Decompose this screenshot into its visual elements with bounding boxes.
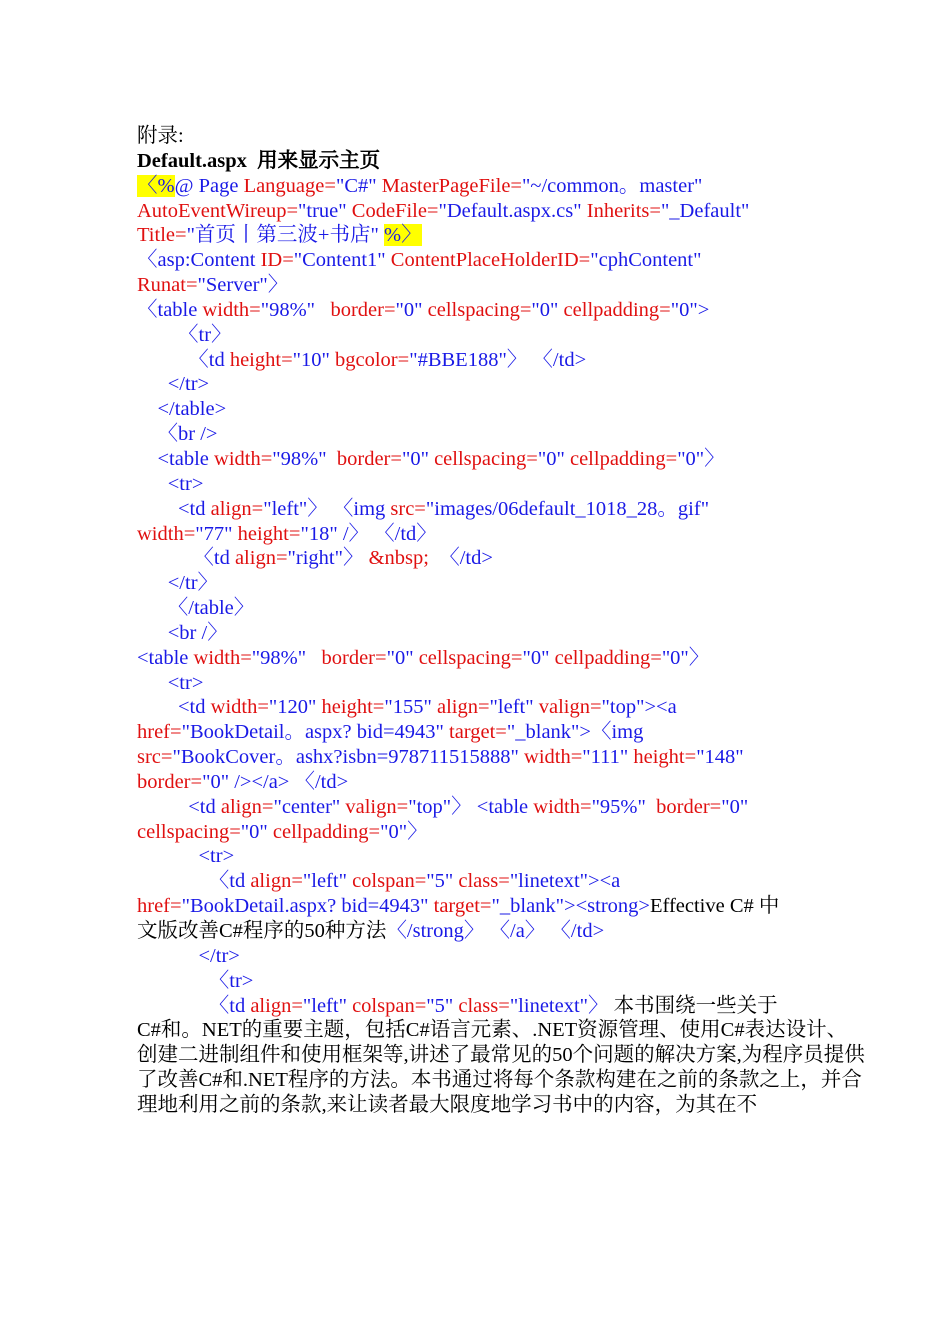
code-token: 〈/strong〉 〈/a〉 〈/td> <box>386 920 605 942</box>
code-token: </tr> <box>137 373 210 396</box>
code-token: <br /〉 <box>137 621 228 644</box>
code-line <box>137 372 867 397</box>
code-token: bgcolor= <box>335 348 410 371</box>
code-token: valign= <box>538 696 602 719</box>
code-token: "0" <box>386 646 419 669</box>
code-line <box>137 546 867 571</box>
code-line <box>137 894 867 919</box>
code-token: 〈asp:Content <box>137 249 261 272</box>
code-token: colspan= <box>352 994 427 1017</box>
code-line <box>137 447 867 472</box>
code-token: "155" <box>384 696 437 719</box>
code-token: target= <box>433 895 492 918</box>
code-token: "_blank"><strong> <box>491 895 650 918</box>
code-token: "BookCover。ashx?isbn=978711515888" <box>172 746 525 769</box>
code-token: 文版改善C#程序的50种方法 <box>137 920 387 942</box>
code-token: </tr> <box>137 944 240 967</box>
code-token: align= <box>250 994 303 1017</box>
code-token: target= <box>449 721 507 744</box>
code-token: <table <box>137 646 194 669</box>
code-token: "Content1" <box>293 249 391 272</box>
code-token: "0"〉 <box>661 646 710 669</box>
code-token: Language= <box>243 174 336 197</box>
code-token: "98%" <box>272 447 337 470</box>
code-token: "top"〉 <table <box>408 795 534 818</box>
code-token: 〈br /> <box>137 423 218 446</box>
code-line <box>137 248 867 273</box>
code-token: cellpadding= <box>554 646 662 669</box>
code-token: </tr〉 <box>137 572 219 595</box>
code-token: "0" /></a> 〈/td> <box>202 770 349 793</box>
code-token: cellspacing= <box>427 298 532 321</box>
code-line <box>137 994 867 1019</box>
code-token: width= <box>524 746 583 769</box>
code-line <box>137 397 867 422</box>
code-token: width= <box>202 298 261 321</box>
code-token: "0" <box>721 795 749 818</box>
code-line <box>137 348 867 373</box>
code-token: 〈table <box>137 298 203 321</box>
code-token: "5" <box>426 994 459 1017</box>
code-token: "Server"〉 <box>197 274 289 297</box>
code-line <box>137 795 867 820</box>
code-token: align= <box>234 547 288 570</box>
code-token: "images/06default_1018_28。gif" <box>425 497 710 520</box>
code-token: "BookDetail。aspx? bid=4943" <box>181 721 450 744</box>
code-token: ID= <box>260 249 294 272</box>
code-token: "left" <box>302 994 353 1017</box>
code-token: colspan= <box>352 870 427 893</box>
code-token: MasterPageFile= <box>381 174 522 197</box>
code-token: 〈td <box>137 348 230 371</box>
code-line <box>137 298 867 323</box>
code-token: "5" <box>426 870 459 893</box>
code-line <box>137 720 867 745</box>
code-token: href= <box>137 721 182 744</box>
code-token: "true" <box>298 199 352 222</box>
code-token: cellspacing= <box>418 646 523 669</box>
code-token: "0" <box>522 646 555 669</box>
code-token: "148" <box>696 746 744 769</box>
code-token: height= <box>229 348 293 371</box>
code-token: cellpadding= <box>569 447 678 470</box>
code-line <box>137 745 867 770</box>
code-token: height= <box>633 746 697 769</box>
code-token: %〉 <box>384 224 422 247</box>
code-token: "left" <box>489 696 539 719</box>
code-line <box>137 944 867 969</box>
code-line <box>137 522 867 547</box>
code-line <box>137 422 867 447</box>
code-token: "0" <box>240 820 273 843</box>
code-token: "#BBE188"〉 〈/td> <box>409 348 587 371</box>
code-line <box>137 919 867 944</box>
code-token: valign= <box>345 795 409 818</box>
code-line <box>137 969 867 994</box>
code-token: align= <box>250 870 303 893</box>
code-token: "~/common。master" <box>521 174 703 197</box>
document-page <box>137 124 867 1118</box>
code-token: "BookDetail.aspx? bid=4943" <box>181 895 434 918</box>
code-token: "cphContent" <box>590 249 702 272</box>
code-token: "0" <box>537 447 570 470</box>
code-token: width= <box>533 795 592 818</box>
code-line <box>137 820 867 845</box>
code-token: "left" <box>302 870 353 893</box>
code-token: "0" <box>395 298 428 321</box>
code-token: "98%" <box>251 646 322 669</box>
code-token: </table> <box>137 398 227 421</box>
code-token: @ Page <box>174 174 244 197</box>
code-token: "top"><a <box>601 696 677 719</box>
code-token: "C#" <box>335 174 382 197</box>
code-token: 〈td <box>137 870 251 893</box>
code-line <box>137 497 867 522</box>
code-token: "Default.aspx.cs" <box>438 199 587 222</box>
code-token: 〈/table〉 <box>137 597 255 620</box>
code-token: cellspacing= <box>434 447 538 470</box>
code-token: "120" <box>268 696 322 719</box>
code-token: "95%" <box>591 795 657 818</box>
code-token: width= <box>210 696 269 719</box>
code-token: "111" <box>582 746 634 769</box>
code-token: <td <box>137 696 211 719</box>
code-token: src= <box>137 746 173 769</box>
code-token: "98%" <box>260 298 331 321</box>
code-token: <tr> <box>137 472 204 495</box>
code-token: "_Default" <box>660 199 750 222</box>
code-line <box>137 770 867 795</box>
code-token: AutoEventWireup= <box>137 199 299 222</box>
code-token: "0"〉 <box>677 447 725 470</box>
code-token: <table <box>137 447 215 470</box>
code-token: width= <box>214 447 273 470</box>
code-token: align= <box>436 696 490 719</box>
code-token: "right"〉 <box>287 547 369 570</box>
code-token: 〈td <box>137 547 235 570</box>
code-token: border= <box>137 770 203 793</box>
code-token: "首页丨第三波+书店" <box>186 224 384 247</box>
code-token: <tr> <box>137 671 204 694</box>
code-token: &nbsp; <box>368 547 435 570</box>
code-token: border= <box>656 795 722 818</box>
code-token: "linetext"><a <box>509 870 621 893</box>
code-token: class= <box>458 994 510 1017</box>
code-token: "10" <box>292 348 336 371</box>
code-token: align= <box>220 795 274 818</box>
code-token: border= <box>321 646 387 669</box>
code-token: href= <box>137 895 182 918</box>
code-token: "18" /〉 〈/td〉 <box>300 522 437 545</box>
code-token: class= <box>458 870 510 893</box>
code-line <box>137 621 867 646</box>
code-line <box>137 323 867 348</box>
code-token: cellspacing= <box>137 820 241 843</box>
code-token: "0" <box>401 447 435 470</box>
code-token: border= <box>336 447 402 470</box>
code-token: "linetext"〉 <box>509 994 614 1017</box>
code-line <box>137 174 867 199</box>
description-paragraph: C#和。NET的重要主题，包括C#语言元素、.NET资源管理、使用C#表达设计、创建二进制组件和使用框架等,讲述了最常见的50个问题的解决方案,为程序员提供了改善C#和.NET程序的方法。本书通过将每个条款构建在之前的条款之上，并合理地利用之前的条款,来让读者最大限度地学习书中的内容，为其在不 <box>137 1019 865 1116</box>
code-token: "0"> <box>670 298 710 321</box>
code-token: <td <box>137 497 211 520</box>
code-token: CodeFile= <box>351 199 439 222</box>
code-line <box>137 844 867 869</box>
code-token: width= <box>193 646 252 669</box>
file-title: Default.aspx 用来显示主页 <box>137 149 381 172</box>
code-token: 〈td <box>137 994 251 1017</box>
code-token: height= <box>321 696 385 719</box>
code-token: 〈tr> <box>137 969 254 992</box>
code-token: "_blank">〈img <box>506 721 644 744</box>
code-token: 本书围绕一些关于 <box>613 994 778 1017</box>
code-token: "center" <box>273 795 346 818</box>
code-token: 〈% <box>137 174 175 197</box>
code-line <box>137 199 867 224</box>
code-token: 〈/td> <box>434 547 493 570</box>
code-line <box>137 571 867 596</box>
code-token: Effective C# 中 <box>649 895 780 918</box>
code-token: <td <box>137 795 221 818</box>
code-token: 〈tr〉 <box>137 323 232 346</box>
code-token: <tr> <box>137 845 235 868</box>
code-token: src= <box>390 497 426 520</box>
code-token: "0" <box>531 298 564 321</box>
code-token: "77" <box>195 522 238 545</box>
code-line <box>137 273 867 298</box>
code-token: Inherits= <box>586 199 661 222</box>
code-line <box>137 671 867 696</box>
code-token: cellpadding= <box>272 820 381 843</box>
code-token: "0"〉 <box>380 820 428 843</box>
code-token: Runat= <box>137 274 198 297</box>
code-token: ContentPlaceHolderID= <box>390 249 591 272</box>
code-token: "left"〉 〈img <box>263 497 391 520</box>
code-line <box>137 223 867 248</box>
code-line <box>137 596 867 621</box>
code-line <box>137 869 867 894</box>
appendix-label: 附录: <box>137 125 184 147</box>
code-line <box>137 646 867 671</box>
code-line <box>137 472 867 497</box>
code-line <box>137 695 867 720</box>
code-token: border= <box>330 298 396 321</box>
code-token: align= <box>210 497 264 520</box>
code-token: cellpadding= <box>563 298 671 321</box>
code-token: Title= <box>137 224 187 247</box>
code-token: height= <box>237 522 301 545</box>
code-token: width= <box>137 522 196 545</box>
